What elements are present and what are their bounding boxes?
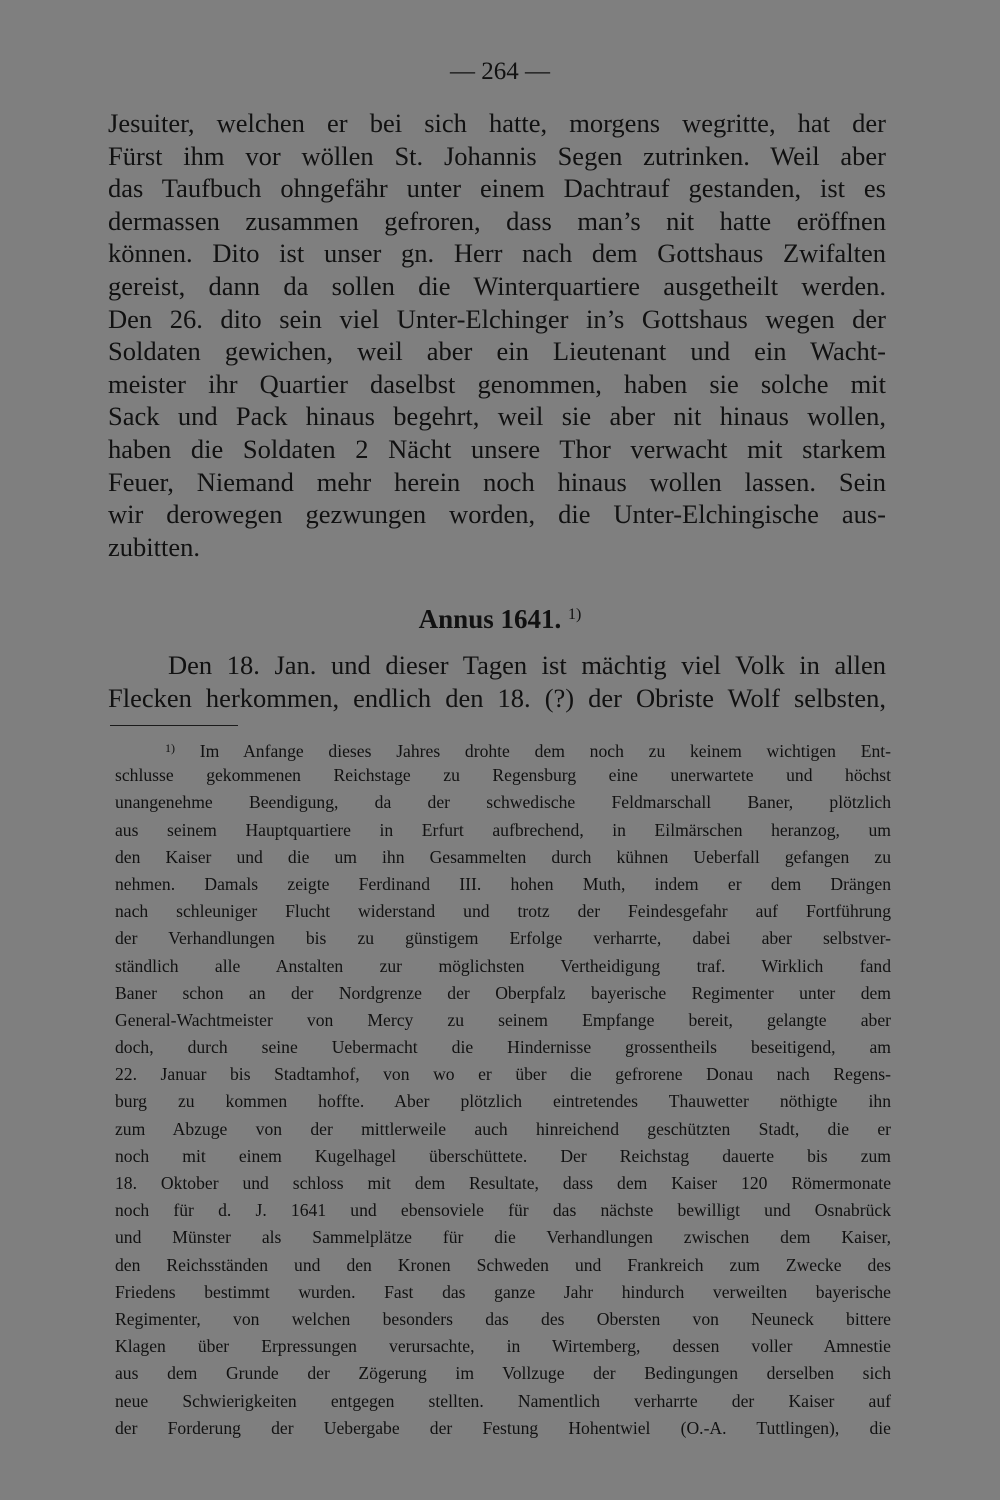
- section-heading: [0, 598, 1000, 636]
- footnote-reference: 1): [567, 606, 582, 623]
- footnote-line: [115, 735, 891, 762]
- text-line: meister ihr Quartier daselbst genommen, haben sie solche mit: [108, 368, 886, 399]
- text-line: Flecken herkommen, endlich den 18. (?) der Obriste Wolf selbsten,: [108, 682, 886, 713]
- text-line: Den 18. Jan. und dieser Tagen ist mächtig viel Volk in allen: [168, 650, 886, 680]
- text-line: zubitten.: [108, 531, 200, 562]
- footnote-line: nehmen. Damals zeigte Ferdinand III. hohen Muth, indem er dem Drängen: [115, 873, 891, 894]
- footnote-line: 22. Januar bis Stadtamhof, von wo er über die gefrorene Donau nach Regens-: [115, 1064, 891, 1085]
- text-line: Jesuiter, welchen er bei sich hatte, morgens wegritte, hat der: [108, 108, 886, 138]
- footnote-line: nach schleuniger Flucht widerstand und trotz der Feindesgefahr auf Fortführung: [115, 901, 891, 922]
- text-line: gereist, dann da sollen die Winterquartiere ausgetheilt werden.: [108, 270, 886, 301]
- footnote-line: Regimenter, von welchen besonders das des Obersten von Neuneck bittere: [115, 1308, 891, 1329]
- footnote-marker: 1): [165, 741, 175, 755]
- footnote-line: schlusse gekommenen Reichstage zu Regensburg eine unerwartete und höchst: [115, 765, 891, 786]
- footnote-line: der Verhandlungen bis zu günstigem Erfolge verharrte, dabei aber selbstver-: [115, 928, 891, 949]
- text-line: Sack und Pack hinaus begehrt, weil sie aber nit hinaus wollen,: [108, 401, 886, 432]
- footnote-line: zum Abzuge von der mittlerweile auch hinreichend geschützten Stadt, die er: [115, 1118, 891, 1139]
- text-line: Soldaten gewichen, weil aber ein Lieutenant und ein Wacht-: [108, 336, 886, 367]
- footnote-line: noch für d. J. 1641 und ebensoviele für das nächste bewilligt und Osnabrück: [115, 1200, 891, 1221]
- text-line: Fürst ihm vor wöllen St. Johannis Segen zutrinken. Weil aber: [108, 140, 886, 171]
- text-line: haben die Soldaten 2 Nächt unsere Thor verwacht mit starkem: [108, 433, 886, 464]
- footnote-line: und Münster als Sammelplätze für die Verhandlungen zwischen dem Kaiser,: [115, 1227, 891, 1248]
- footnote-line: ständlich alle Anstalten zur möglichsten Vertheidigung traf. Wirklich fand: [115, 955, 891, 976]
- footnote-line: 18. Oktober und schloss mit dem Resultate, dass dem Kaiser 120 Römermonate: [115, 1173, 891, 1193]
- footnote: [115, 735, 891, 1442]
- footnote-line: den Reichsständen und den Kronen Schweden und Frankreich zum Zwecke des: [115, 1254, 891, 1275]
- text-line: können. Dito ist unser gn. Herr nach dem Gottshaus Zwifalten: [108, 238, 886, 269]
- heading-text: Annus 1641.: [418, 604, 562, 634]
- text-line: Den 26. dito sein viel Unter-Elchinger in’s Gottshaus wegen der: [108, 303, 886, 334]
- footnote-line: General-Wachtmeister von Mercy zu seinem Empfange bereit, gelangte aber: [115, 1009, 891, 1030]
- footnote-line-text: Im Anfange dieses Jahres drohte dem noch zu keinem wichtigen Ent-: [199, 741, 891, 761]
- footnote-line: Baner schon an der Nordgrenze der Oberpfalz bayerische Regimenter unter dem: [115, 982, 891, 1003]
- paragraph-1: [108, 107, 886, 563]
- footnote-line: aus dem Grunde der Zögerung im Vollzuge der Bedingungen derselben sich: [115, 1363, 891, 1384]
- text-line: dermassen zusammen gefroren, dass man’s nit hatte eröffnen: [108, 205, 886, 236]
- page-number: — 264 —: [450, 58, 550, 85]
- footnote-line: noch mit einem Kugelhagel überschüttete. Der Reichstag dauerte bis zum: [115, 1145, 891, 1166]
- footnote-line: aus seinem Hauptquartiere in Erfurt aufbrechend, in Eilmärschen heranzog, um: [115, 819, 891, 840]
- footnote-line: Friedens bestimmt wurden. Fast das ganze Jahr hindurch verweilten bayerische: [115, 1281, 891, 1302]
- footnote-line: unangenehme Beendigung, da der schwedische Feldmarschall Baner, plötzlich: [115, 792, 891, 813]
- footnote-line: Klagen über Erpressungen verursachte, in Wirtemberg, dessen voller Amnestie: [115, 1336, 891, 1357]
- footnote-line: der Forderung der Uebergabe der Festung Hohentwiel (O.-A. Tuttlingen), die: [115, 1417, 891, 1438]
- paragraph-2: [108, 649, 886, 714]
- text-line: wir derowegen gezwungen worden, die Unter-Elchingische aus-: [108, 499, 886, 530]
- footnote-line: neue Schwierigkeiten entgegen stellten. Namentlich verharrte der Kaiser auf: [115, 1390, 891, 1411]
- footnote-line: burg zu kommen hoffte. Aber plötzlich eintretendes Thauwetter nöthigte ihn: [115, 1091, 891, 1112]
- footnote-line: den Kaiser und die um ihn Gesammelten durch kühnen Ueberfall gefangen zu: [115, 846, 891, 867]
- footnote-divider: [110, 725, 238, 726]
- footnote-line: doch, durch seine Uebermacht die Hindernisse grossentheils beseitigend, am: [115, 1037, 891, 1058]
- text-line: das Taufbuch ohngefähr unter einem Dachtrauf gestanden, ist es: [108, 173, 886, 204]
- text-line: Feuer, Niemand mehr herein noch hinaus wollen lassen. Sein: [108, 466, 886, 497]
